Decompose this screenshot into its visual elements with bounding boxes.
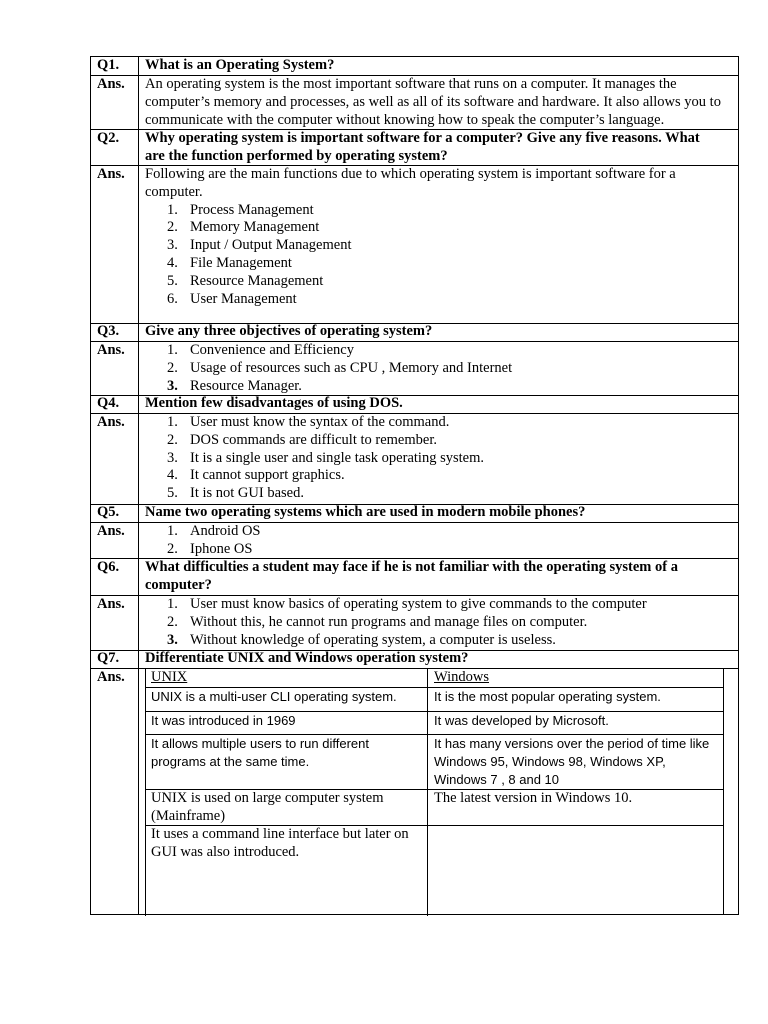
list-item: 5. It is not GUI based.	[167, 485, 304, 502]
answer-block	[145, 414, 730, 503]
answer-block	[145, 523, 730, 559]
answer-text: An operating system is the most important software that runs on a computer. It manages the computer’s memory and processes, as well as all of its software and hardware. It also allows you to communicate with the computer without knowing how to speak the computer’s language.	[145, 76, 721, 128]
list-item: 1. Convenience and Efficiency	[167, 342, 354, 358]
list-item: 2. Memory Management	[167, 219, 320, 236]
list-item: 4. File Management	[167, 254, 292, 271]
question-text: Differentiate UNIX and Windows operation system?	[145, 650, 469, 666]
question-number: Q6.	[97, 559, 120, 575]
qa-table	[90, 56, 739, 915]
answer-label: Ans.	[97, 414, 125, 430]
list-item: 5. Resource Management	[167, 272, 324, 289]
list-item: 3. Without knowledge of operating system, a computer is useless.	[167, 631, 556, 648]
list-item: 2. Iphone OS	[167, 540, 253, 557]
question-number: Q2.	[97, 130, 120, 146]
question-number: Q4.	[97, 395, 120, 411]
list-item: 3. Input / Output Management	[167, 237, 352, 254]
answer-label: Ans.	[97, 669, 125, 685]
question-text: Why operating system is important software for a computer? Give any five reasons. What are the function performed by operating system?	[145, 130, 700, 164]
answer-label: Ans.	[97, 596, 125, 612]
question-number: Q5.	[97, 504, 120, 520]
list-item: 2. DOS commands are difficult to remember.	[167, 431, 437, 448]
list-item: 1. User must know basics of operating system to give commands to the computer	[167, 596, 647, 612]
table-header-windows: Windows	[434, 669, 489, 685]
table-cell: It was introduced in 1969	[151, 713, 296, 728]
answer-list	[145, 202, 730, 309]
comparison-table	[145, 669, 723, 916]
list-item: 3. Resource Manager.	[167, 377, 302, 394]
question-text: What difficulties a student may face if he is not familiar with the operating system of a computer?	[145, 559, 678, 593]
list-item: 6. User Management	[167, 290, 297, 307]
column-divider-right	[723, 669, 724, 914]
table-cell: The latest version in Windows 10.	[434, 790, 633, 806]
question-number: Q3.	[97, 323, 120, 339]
question-number: Q7.	[97, 650, 120, 666]
answer-label: Ans.	[97, 523, 125, 539]
question-text: What is an Operating System?	[145, 57, 335, 73]
table-cell: UNIX is a multi-user CLI operating system.	[151, 689, 397, 704]
answer-label: Ans.	[97, 166, 125, 182]
question-text: Name two operating systems which are used in modern mobile phones?	[145, 504, 586, 520]
answer-list	[145, 414, 730, 503]
answer-block	[145, 596, 730, 649]
answer-label: Ans.	[97, 342, 125, 358]
answer-list	[145, 523, 730, 559]
list-item: 2. Usage of resources such as CPU , Memory and Internet	[167, 359, 513, 376]
question-text: Give any three objectives of operating system?	[145, 323, 433, 339]
table-header-unix: UNIX	[151, 669, 188, 685]
answer-block	[145, 166, 730, 308]
answer-intro: Following are the main functions due to which operating system is important software for a computer.	[145, 166, 676, 200]
table-cell: It was developed by Microsoft.	[434, 713, 609, 728]
table-cell: UNIX is used on large computer system (Mainframe)	[151, 790, 384, 824]
list-item: 1. User must know the syntax of the command.	[167, 414, 450, 430]
answer-list	[145, 342, 730, 395]
list-item: 1. Android OS	[167, 523, 261, 539]
list-item: 4. It cannot support graphics.	[167, 467, 345, 484]
table-cell: It allows multiple users to run different programs at the same time.	[151, 736, 369, 769]
table-cell: It uses a command line interface but later on GUI was also introduced.	[151, 826, 409, 860]
answer-list	[145, 596, 730, 649]
list-item: 3. It is a single user and single task operating system.	[167, 449, 484, 466]
answer-label: Ans.	[97, 76, 125, 92]
list-item: 1. Process Management	[167, 201, 314, 218]
list-item: 2. Without this, he cannot run programs and manage files on computer.	[167, 613, 588, 630]
table-cell: It has many versions over the period of time like Windows 95, Windows 98, Windows XP, Windows 7 , 8 and 10	[434, 736, 710, 787]
table-cell: It is the most popular operating system.	[434, 689, 661, 704]
answer-block	[145, 342, 730, 395]
question-number: Q1.	[97, 57, 120, 73]
column-divider	[138, 57, 139, 914]
question-text: Mention few disadvantages of using DOS.	[145, 395, 403, 411]
